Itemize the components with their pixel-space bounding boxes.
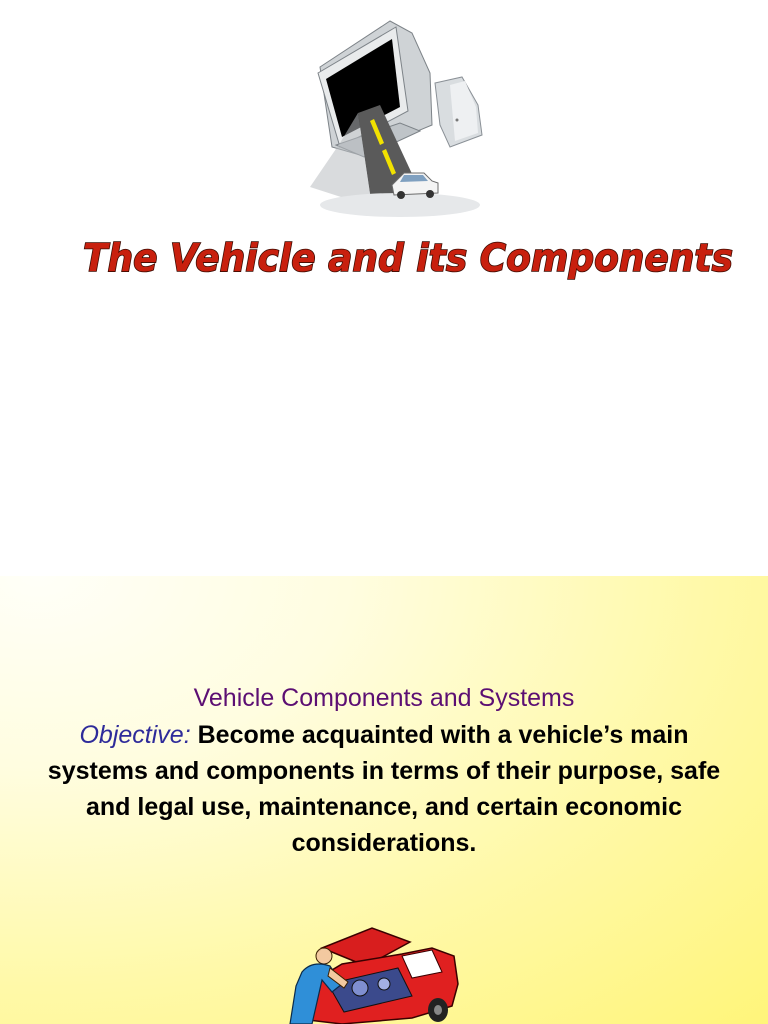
slide-title <box>0 225 768 285</box>
slide-title-text: The Vehicle and its Components <box>83 236 733 280</box>
objective-label: Objective: <box>79 721 191 749</box>
objective-slide <box>0 576 768 1024</box>
computer-monitor-road-car-icon <box>300 15 500 225</box>
objective-paragraph <box>30 717 738 861</box>
mechanic-repairing-car-icon <box>282 926 462 1024</box>
objective-body: Become acquainted with a vehicle’s main systems and components in terms of their purpose, safe and legal use, maintenance, and certain economic considerations. <box>47 721 721 857</box>
section-heading: Vehicle Components and Systems <box>193 684 575 712</box>
